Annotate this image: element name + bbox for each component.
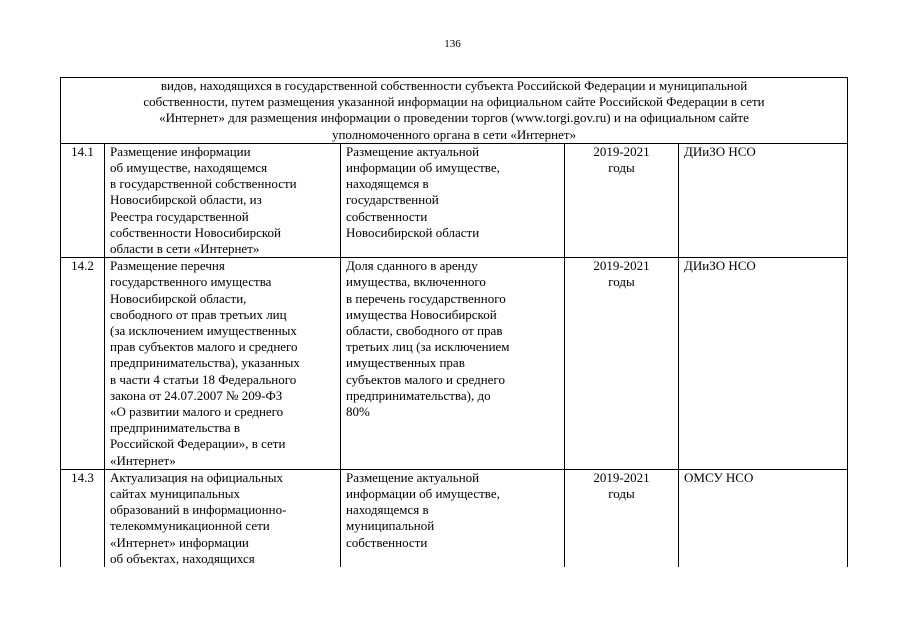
executor-cell: ДИиЗО НСО xyxy=(679,143,848,257)
activity-cell xyxy=(105,143,341,257)
activity-line: Реестра государственной xyxy=(110,208,249,224)
indicator-line: информации об имуществе, xyxy=(346,160,500,176)
header-line: видов, находящихся в государственной собственности субъекта Российской Федерации и муниципальной xyxy=(160,78,748,93)
activity-line: области в сети «Интернет» xyxy=(110,241,260,257)
indicator-line: имущества Новосибирской xyxy=(346,306,497,322)
activity-line: образований в информационно- xyxy=(110,502,287,518)
section-header-row xyxy=(61,78,848,144)
activity-line: прав субъектов малого и среднего xyxy=(110,339,298,355)
executor-cell: ДИиЗО НСО xyxy=(679,258,848,470)
period-line: годы xyxy=(608,274,635,290)
activity-line: закона от 24.07.2007 № 209-ФЗ xyxy=(110,387,283,403)
period-line: 2019-2021 xyxy=(593,143,650,159)
activity-line: телекоммуникационной сети xyxy=(110,518,270,534)
activity-line: свободного от прав третьих лиц xyxy=(110,306,287,322)
activity-line: Размещение перечня xyxy=(110,258,225,274)
period-cell xyxy=(565,469,679,567)
activity-line: в части 4 статьи 18 Федерального xyxy=(110,371,297,387)
indicator-line: третьих лиц (за исключением xyxy=(346,339,510,355)
indicator-line: муниципальной xyxy=(346,518,435,534)
indicator-line: 80% xyxy=(346,404,370,420)
activity-cell xyxy=(105,258,341,470)
activity-line: «Интернет» информации xyxy=(110,534,249,550)
indicator-cell xyxy=(341,258,565,470)
period-line: 2019-2021 xyxy=(593,258,650,274)
activity-line: Актуализация на официальных xyxy=(110,469,284,485)
page-number: 136 xyxy=(444,38,461,50)
activity-cell xyxy=(105,469,341,567)
header-line: «Интернет» для размещения информации о проведении торгов (www.torgi.gov.ru) и на официальном сайте xyxy=(159,110,749,126)
header-line: уполномоченного органа в сети «Интернет» xyxy=(331,126,577,142)
activity-line: в государственной собственности xyxy=(110,176,297,192)
period-line: годы xyxy=(608,486,635,502)
indicator-line: субъектов малого и среднего xyxy=(346,371,505,387)
indicator-cell xyxy=(341,143,565,257)
activity-line: (за исключением имущественных xyxy=(110,323,297,339)
period-cell xyxy=(565,143,679,257)
indicator-line: Размещение актуальной xyxy=(346,469,480,485)
indicator-line: находящемся в xyxy=(346,176,429,192)
period-line: 2019-2021 xyxy=(593,469,650,485)
activity-line: собственности Новосибирской xyxy=(110,224,282,240)
activity-line: «О развитии малого и среднего xyxy=(110,404,284,420)
executor-cell: ОМСУ НСО xyxy=(679,469,848,567)
table-row xyxy=(61,143,848,257)
activity-line: об объектах, находящихся xyxy=(110,550,255,566)
activity-line: об имуществе, находящемся xyxy=(110,160,268,176)
table-row xyxy=(61,258,848,470)
indicator-line: Доля сданного в аренду xyxy=(346,258,478,274)
indicator-line: предпринимательства), до xyxy=(346,387,491,403)
section-header-cell xyxy=(61,78,848,144)
indicator-line: в перечень государственного xyxy=(346,290,506,306)
indicator-line: имущественных прав xyxy=(346,355,465,371)
indicator-line: Размещение актуальной xyxy=(346,143,480,159)
activity-line: Размещение информации xyxy=(110,143,251,159)
indicator-line: информации об имуществе, xyxy=(346,486,500,502)
row-number: 14.1 xyxy=(61,143,105,257)
activity-line: Российской Федерации», в сети xyxy=(110,436,286,452)
indicator-line: находящемся в xyxy=(346,502,429,518)
activity-line: государственного имущества xyxy=(110,274,272,290)
activity-line: предпринимательства в xyxy=(110,420,241,436)
table-row xyxy=(61,469,848,567)
measures-table xyxy=(60,77,848,567)
row-number: 14.2 xyxy=(61,258,105,470)
period-cell xyxy=(565,258,679,470)
activity-line: «Интернет» xyxy=(110,452,176,468)
header-line: собственности, путем размещения указанной информации на официальном сайте Российской Федерации в сети xyxy=(143,94,765,110)
indicator-line: имущества, включенного xyxy=(346,274,486,290)
activity-line: предпринимательства), указанных xyxy=(110,355,300,371)
indicator-line: государственной xyxy=(346,192,439,208)
row-number: 14.3 xyxy=(61,469,105,567)
period-line: годы xyxy=(608,160,635,176)
indicator-line: Новосибирской области xyxy=(346,224,480,240)
indicator-line: собственности xyxy=(346,208,428,224)
activity-line: сайтах муниципальных xyxy=(110,486,241,502)
indicator-line: собственности xyxy=(346,534,428,550)
activity-line: Новосибирской области, xyxy=(110,290,247,306)
indicator-cell xyxy=(341,469,565,567)
indicator-line: области, свободного от прав xyxy=(346,323,503,339)
activity-line: Новосибирской области, из xyxy=(110,192,262,208)
